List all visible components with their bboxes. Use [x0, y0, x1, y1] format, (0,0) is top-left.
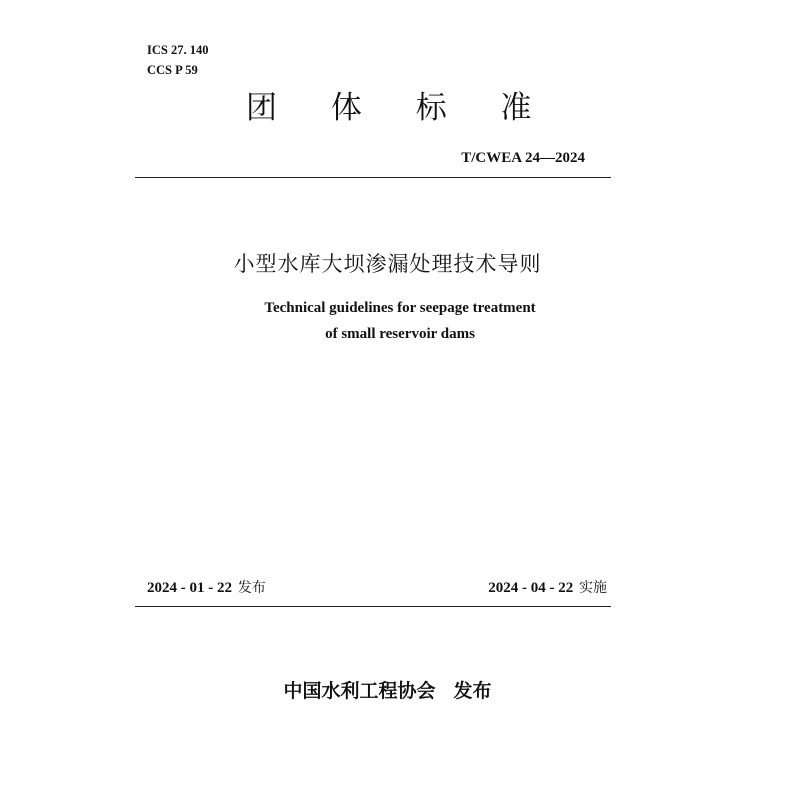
title-chinese — [0, 248, 800, 278]
publisher-line — [0, 676, 800, 703]
release-date — [147, 577, 266, 597]
classification-codes — [147, 40, 208, 80]
release-date-value: 2024 - 01 - 22 — [147, 580, 232, 596]
ccs-code: CCS P 59 — [147, 63, 198, 77]
standard-number: T/CWEA 24—2024 — [461, 150, 585, 166]
title-chinese-text: 小型水库大坝渗漏处理技术导则 — [233, 252, 542, 276]
publisher-name: 中国水利工程协会 — [283, 680, 436, 702]
release-date-label: 发布 — [237, 580, 266, 596]
title-english-line1: Technical guidelines for seepage treatment — [264, 300, 536, 316]
bottom-divider — [135, 606, 611, 607]
title-english — [0, 295, 800, 347]
implementation-date-label: 实施 — [579, 580, 607, 596]
implementation-date — [488, 577, 607, 597]
implementation-date-value: 2024 - 04 - 22 — [488, 580, 574, 596]
ics-code: ICS 27. 140 — [147, 43, 209, 57]
top-divider — [135, 177, 611, 178]
title-english-line2: of small reservoir dams — [325, 326, 475, 342]
publisher-action: 发布 — [453, 680, 492, 702]
standard-type-heading: 团 体 标 准 — [246, 90, 554, 126]
